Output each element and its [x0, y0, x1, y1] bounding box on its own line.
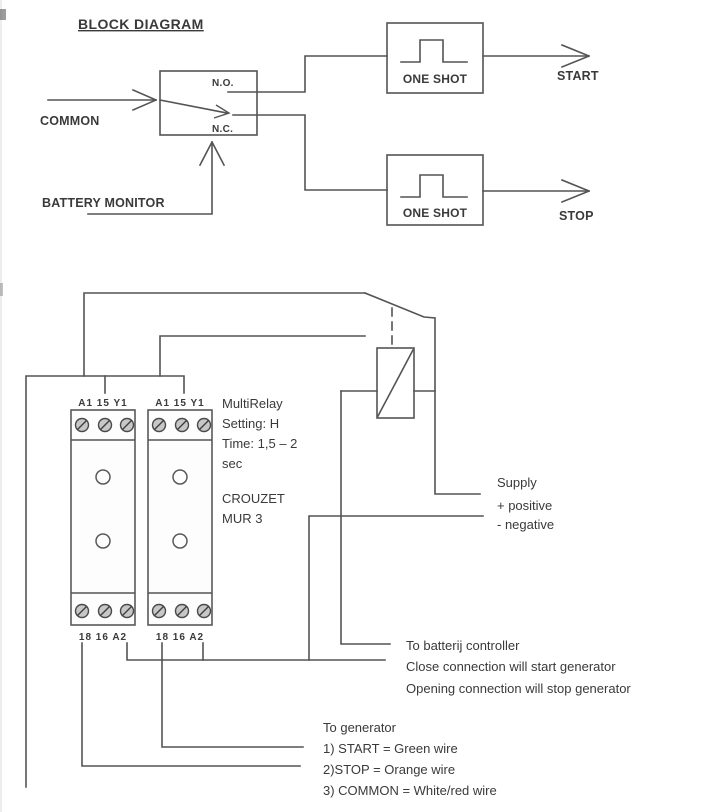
one-shot-1-label: ONE SHOT: [402, 72, 468, 86]
start-label: START: [557, 69, 599, 83]
controller-note-line: Close connection will start generator: [406, 659, 616, 674]
scan-smudge-artifact: [0, 283, 3, 296]
nc-contact-label: N.C.: [212, 124, 234, 135]
relay-info-line: MultiRelay: [222, 396, 283, 411]
wire-feed-1: [84, 293, 365, 376]
battery-monitor-label: BATTERY MONITOR: [42, 196, 165, 210]
module-1-bottom-terminals: 18 16 A2: [78, 632, 128, 643]
no-contact-label: N.O.: [212, 78, 234, 89]
block-diagram-section: [40, 16, 599, 225]
wire-feed-2: [160, 336, 365, 376]
controller-notes: [406, 638, 631, 696]
common-label: COMMON: [40, 114, 100, 128]
stop-label: STOP: [559, 209, 594, 223]
relay-info-line: MUR 3: [222, 511, 263, 526]
pulse-icon: [401, 40, 467, 62]
block-diagram-title: BLOCK DIAGRAM: [78, 16, 204, 32]
one-shot-2-label: ONE SHOT: [402, 206, 468, 220]
wiring-diagram-section: [26, 293, 631, 798]
wire-start-terminal: [162, 643, 303, 747]
wire-no-to-oneshot1: [228, 56, 387, 92]
relay-info-line: Setting: H: [222, 416, 280, 431]
generator-note-line: 1) START = Green wire: [323, 741, 458, 756]
supply-labels: [497, 475, 554, 532]
pulse-icon: [401, 175, 467, 197]
controller-note-line: Opening connection will stop generator: [406, 681, 631, 696]
module-hole-icon: [96, 534, 110, 548]
wire-a2-bus: [127, 643, 385, 660]
module-2-top-terminals: A1 15 Y1: [155, 398, 205, 409]
switch-blade-icon: [160, 100, 227, 113]
supply-title: Supply: [497, 475, 537, 490]
generator-notes-title: To generator: [323, 720, 396, 735]
controller-note-line: To batterij controller: [406, 638, 520, 653]
module-1-top-terminals: A1 15 Y1: [78, 398, 128, 409]
relay-info-line: CROUZET: [222, 491, 285, 506]
relay-module-2: [148, 398, 212, 643]
supply-positive-label: + positive: [497, 498, 553, 513]
relay-info-line: Time: 1,5 – 2: [222, 436, 298, 451]
supply-negative-label: - negative: [497, 517, 555, 532]
relay-module-1: [71, 398, 135, 643]
module-2-bottom-terminals: 18 16 A2: [155, 632, 205, 643]
relay-info-text: [222, 396, 297, 526]
wire-relay-switch-to-positive: [365, 293, 480, 494]
module-hole-icon: [96, 470, 110, 484]
generator-note-line: 3) COMMON = White/red wire: [323, 783, 497, 798]
module-hole-icon: [173, 470, 187, 484]
generator-note-line: 2)STOP = Orange wire: [323, 762, 456, 777]
module-hole-icon: [173, 534, 187, 548]
wire-to-battery-controller: [341, 391, 390, 644]
generator-notes: [323, 720, 497, 798]
relay-info-line: sec: [222, 456, 243, 471]
scan-smudge-artifact: [0, 9, 6, 20]
wire-nc-to-oneshot2: [233, 115, 387, 190]
relay-coil-diagonal: [378, 350, 413, 416]
